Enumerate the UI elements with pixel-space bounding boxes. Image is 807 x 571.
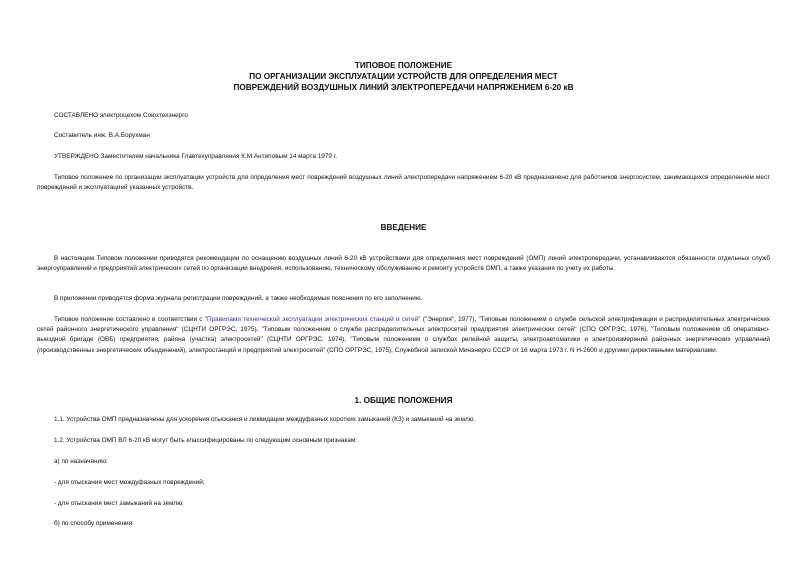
author: Составитель инж. В.А.Борухман	[54, 132, 150, 139]
rules-link[interactable]: Правилами технической эксплуатации электрических станций и сетей	[207, 316, 419, 323]
intro-p1: В настоящем Типовом положении приводятся рекомендации по оснащению воздушных линий 6-20 кВ устройствами для определения мест повреждений (ОМП) линий электропередачи, устанавливаются обязанности отдельных служб энергоуправлений и предприятий электрических сетей по организации внедрения, использованию, техническому обслуживанию и ремонту устройств ОМП, а также указания по учету их работы.	[37, 255, 770, 273]
item-b: б) по способу применения:	[54, 520, 134, 527]
item-a: а) по назначению:	[54, 458, 108, 465]
document-title	[0, 60, 807, 93]
intro-p3-text-after: " ("Энергия", 1977), "Типовым положением о службе сельской электрификации и распределительных электрических сетей районного энергетического управления" (СЦНТИ ОРГРЭС, 1975), "Типовым положением о службе распределительных электросетей предприятия электрических сетей" (СПО ОРГРЭС, 1976), "Типовым положением об оперативно-выездной бригаде (ОВБ) предприятия, района (участка) электросетей" (СЦНТИ ОРГРЭС, 1974), "Типовым положением о службах релейной защиты, электроавтоматики и электроизмерений районных энергетических управлений (производственных энергетических объединений), электростанций и предприятий электросетей" (СПО ОРГРЭС, 1975), Служебной запиской Минэнерго СССР от 16 марта 1973 г. N Н-2600 и другими директивными материалами.	[37, 316, 770, 354]
compiled-by: СОСТАВЛЕНО электроцехом Союзтехэнерго	[54, 112, 188, 119]
intro-p3-text-before: Типовое положение составлено в соответствии с "	[54, 316, 208, 323]
intro-p2: В приложении приводятся форма журнала регистрации повреждений, а также необходимые пояснения по его заполнению.	[54, 295, 423, 302]
intro-paragraph: Типовое положение по организации эксплуатации устройств для определения мест повреждений воздушных линий электропередачи напряжением 6-20 кВ предназначено для работников энергосистем, занимающихся определением мест повреждений и эксплуатацией указанных устройств.	[37, 174, 770, 192]
clause-1-2: 1.2. Устройства ОМП ВЛ 6-20 кВ могут быть классифицированы по следующим основным признакам:	[54, 437, 357, 444]
introduction-heading: ВВЕДЕНИЕ	[380, 223, 427, 232]
item-a-1: - для отыскания мест междуфазных повреждений;	[54, 479, 205, 486]
title-line-2: ПО ОРГАНИЗАЦИИ ЭКСПЛУАТАЦИИ УСТРОЙСТВ ДЛЯ ОПРЕДЕЛЕНИЯ МЕСТ	[249, 72, 558, 81]
item-a-2: - для отыскания мест замыканий на землю;	[54, 500, 184, 507]
clause-1-1: 1.1. Устройства ОМП предназначены для ускорения отыскания и ликвидации междуфазных коротких замыканий (КЗ) и замыканий на землю.	[54, 416, 476, 423]
intro-p3	[37, 315, 770, 356]
title-line-3: ПОВРЕЖДЕНИЙ ВОЗДУШНЫХ ЛИНИЙ ЭЛЕКТРОПЕРЕДАЧИ НАПРЯЖЕНИЕМ 6-20 кВ	[233, 83, 574, 92]
approved-by: УТВЕРЖДЕНО Заместителем начальника Главтехуправления К.М.Антиповым 14 марта 1979 г.	[54, 153, 338, 160]
title-line-1: ТИПОВОЕ ПОЛОЖЕНИЕ	[354, 61, 453, 70]
general-heading: 1. ОБЩИЕ ПОЛОЖЕНИЯ	[354, 396, 453, 405]
